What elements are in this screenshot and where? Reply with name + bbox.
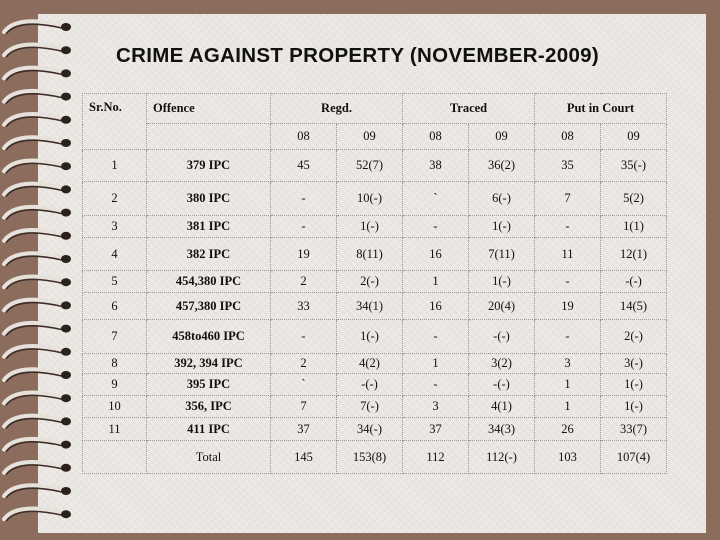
binding-ring	[4, 369, 71, 382]
table-row	[83, 396, 667, 418]
table-row	[83, 271, 667, 293]
value-cell: 4(2)	[337, 354, 403, 374]
value-cell: -	[403, 216, 469, 238]
value-cell: 1(1)	[601, 216, 667, 238]
binding-ring	[4, 91, 71, 104]
value-cell: 112(-)	[469, 441, 535, 474]
value-cell: 8(11)	[337, 238, 403, 271]
value-cell: 4(1)	[469, 396, 535, 418]
offence-cell: 458to460 IPC	[147, 320, 271, 354]
offence-cell: 356, IPC	[147, 396, 271, 418]
year-header: 08	[271, 124, 337, 150]
value-cell: 1	[535, 396, 601, 418]
value-cell: 2(-)	[601, 320, 667, 354]
binding-ring	[4, 21, 71, 34]
value-cell: 34(1)	[337, 293, 403, 320]
binding-ring	[4, 68, 71, 81]
total-row	[83, 441, 667, 474]
table-row	[83, 216, 667, 238]
value-cell: 10(-)	[337, 182, 403, 216]
value-cell: 1(-)	[337, 216, 403, 238]
binding-ring	[4, 44, 71, 57]
page-title: CRIME AGAINST PROPERTY (NOVEMBER-2009)	[116, 44, 599, 67]
offence-cell: 380 IPC	[147, 182, 271, 216]
value-cell: 145	[271, 441, 337, 474]
binding-ring	[4, 160, 71, 173]
sr-no-cell: 10	[83, 396, 147, 418]
binding-ring	[4, 230, 71, 243]
value-cell: 11	[535, 238, 601, 271]
value-cell: -	[271, 216, 337, 238]
year-header-row	[83, 124, 667, 150]
value-cell: -	[271, 182, 337, 216]
value-cell: 7(11)	[469, 238, 535, 271]
offence-cell: 392, 394 IPC	[147, 354, 271, 374]
value-cell: 107(4)	[601, 441, 667, 474]
value-cell: -	[535, 320, 601, 354]
binding-ring	[4, 137, 71, 150]
value-cell: 1(-)	[337, 320, 403, 354]
header-regd: Regd.	[271, 94, 403, 124]
value-cell: 153(8)	[337, 441, 403, 474]
binding-ring	[4, 276, 71, 289]
value-cell: 5(2)	[601, 182, 667, 216]
value-cell: 7(-)	[337, 396, 403, 418]
value-cell: 19	[535, 293, 601, 320]
spiral-binding	[0, 0, 80, 540]
table-row	[83, 293, 667, 320]
year-header: 09	[337, 124, 403, 150]
header-put-in-court: Put in Court	[535, 94, 667, 124]
table-row	[83, 238, 667, 271]
header-row	[83, 94, 667, 124]
year-header: 09	[469, 124, 535, 150]
sr-no-cell: 2	[83, 182, 147, 216]
sr-no-cell: 8	[83, 354, 147, 374]
offence-cell: 381 IPC	[147, 216, 271, 238]
value-cell: 37	[403, 418, 469, 441]
sr-no-cell	[83, 441, 147, 474]
sr-no-cell: 6	[83, 293, 147, 320]
sr-no-cell: 9	[83, 374, 147, 396]
sr-no-cell: 5	[83, 271, 147, 293]
value-cell: 1(-)	[601, 396, 667, 418]
table-row	[83, 354, 667, 374]
value-cell: 35	[535, 150, 601, 182]
binding-ring	[4, 300, 71, 313]
header-offence: Offence	[147, 94, 271, 124]
value-cell: -(-)	[601, 271, 667, 293]
value-cell: 2	[271, 354, 337, 374]
value-cell: 3	[403, 396, 469, 418]
value-cell: 19	[271, 238, 337, 271]
offence-cell: 457,380 IPC	[147, 293, 271, 320]
binding-ring	[4, 114, 71, 127]
value-cell: 1	[535, 374, 601, 396]
value-cell: 26	[535, 418, 601, 441]
binding-ring	[4, 416, 71, 429]
value-cell: 16	[403, 238, 469, 271]
value-cell: 3(2)	[469, 354, 535, 374]
value-cell: 20(4)	[469, 293, 535, 320]
value-cell: 12(1)	[601, 238, 667, 271]
value-cell: 3	[535, 354, 601, 374]
binding-ring	[4, 462, 71, 475]
header-traced: Traced	[403, 94, 535, 124]
sr-no-cell: 1	[83, 150, 147, 182]
table-row	[83, 320, 667, 354]
table-row	[83, 150, 667, 182]
value-cell: 52(7)	[337, 150, 403, 182]
value-cell: 2	[271, 271, 337, 293]
value-cell: 7	[535, 182, 601, 216]
offence-cell: 395 IPC	[147, 374, 271, 396]
table-row	[83, 374, 667, 396]
binding-ring	[4, 323, 71, 336]
offence-cell: Total	[147, 441, 271, 474]
sr-no-cell: 4	[83, 238, 147, 271]
offence-cell: 382 IPC	[147, 238, 271, 271]
value-cell: 112	[403, 441, 469, 474]
sr-no-cell: 7	[83, 320, 147, 354]
value-cell: -	[403, 374, 469, 396]
value-cell: -	[403, 320, 469, 354]
value-cell: 34(3)	[469, 418, 535, 441]
value-cell: -(-)	[469, 374, 535, 396]
value-cell: 1(-)	[469, 271, 535, 293]
binding-ring	[4, 346, 71, 359]
sr-no-cell: 11	[83, 418, 147, 441]
year-header: 09	[601, 124, 667, 150]
binding-ring	[4, 184, 71, 197]
value-cell: 1(-)	[601, 374, 667, 396]
value-cell: 35(-)	[601, 150, 667, 182]
value-cell: 7	[271, 396, 337, 418]
value-cell: 3(-)	[601, 354, 667, 374]
value-cell: 36(2)	[469, 150, 535, 182]
offence-cell: 454,380 IPC	[147, 271, 271, 293]
value-cell: 33(7)	[601, 418, 667, 441]
value-cell: 1	[403, 271, 469, 293]
value-cell: -(-)	[469, 320, 535, 354]
crime-table	[82, 93, 667, 474]
value-cell: `	[403, 182, 469, 216]
header-offence-blank	[147, 124, 271, 150]
header-sr-no: Sr.No.	[83, 94, 147, 150]
value-cell: 38	[403, 150, 469, 182]
value-cell: 14(5)	[601, 293, 667, 320]
value-cell: 16	[403, 293, 469, 320]
binding-ring	[4, 253, 71, 266]
binding-ring	[4, 392, 71, 405]
value-cell: -	[535, 271, 601, 293]
binding-ring	[4, 485, 71, 498]
offence-cell: 411 IPC	[147, 418, 271, 441]
offence-cell: 379 IPC	[147, 150, 271, 182]
year-header: 08	[535, 124, 601, 150]
value-cell: 37	[271, 418, 337, 441]
value-cell: `	[271, 374, 337, 396]
value-cell: 103	[535, 441, 601, 474]
value-cell: 45	[271, 150, 337, 182]
value-cell: -	[535, 216, 601, 238]
table-row	[83, 418, 667, 441]
binding-ring	[4, 207, 71, 220]
table-row	[83, 182, 667, 216]
year-header: 08	[403, 124, 469, 150]
value-cell: 6(-)	[469, 182, 535, 216]
value-cell: 1(-)	[469, 216, 535, 238]
binding-ring	[4, 508, 71, 521]
sr-no-cell: 3	[83, 216, 147, 238]
value-cell: 1	[403, 354, 469, 374]
binding-ring	[4, 439, 71, 452]
value-cell: -	[271, 320, 337, 354]
value-cell: -(-)	[337, 374, 403, 396]
value-cell: 2(-)	[337, 271, 403, 293]
value-cell: 34(-)	[337, 418, 403, 441]
value-cell: 33	[271, 293, 337, 320]
